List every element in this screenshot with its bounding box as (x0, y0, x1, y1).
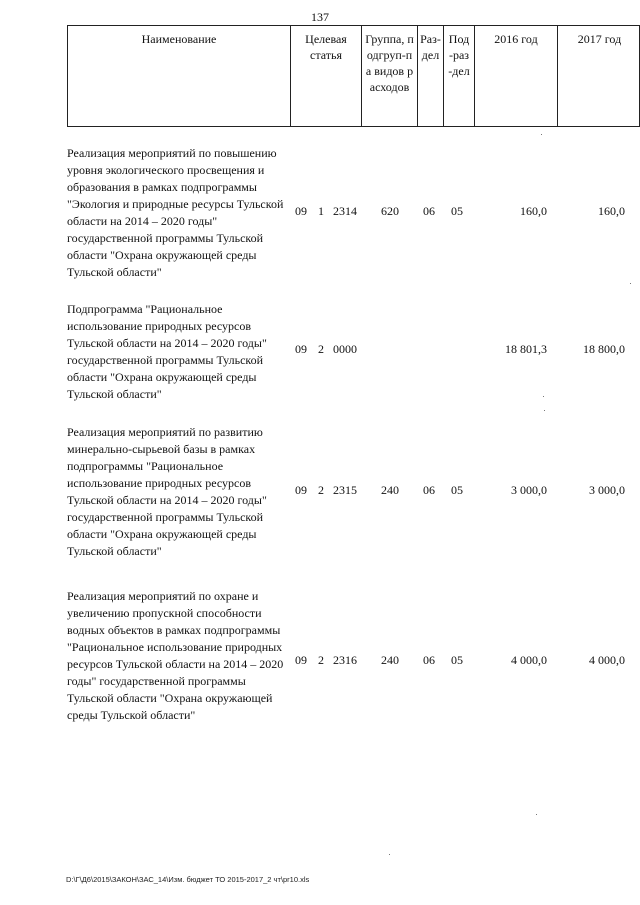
row-1-code-program: 09 (295, 204, 307, 218)
scan-speck (536, 814, 537, 815)
row-3-code-program: 09 (295, 483, 307, 497)
header-name-label: Наименование (141, 32, 217, 46)
file-path-footer: D:\Г\Д6\2015\ЗАКОН\ЗАС_14\Изм. бюджет ТО 2015-2017_2 чт\pr10.xls (66, 875, 310, 884)
table-header (67, 25, 640, 127)
row-4-group: 240 (381, 653, 399, 667)
row-3-code-subprogram: 2 (318, 483, 324, 497)
header-year-2017-label: 2017 год (577, 32, 622, 46)
row-2-2016: 18 801,3 (505, 342, 547, 356)
page-number: 137 (311, 10, 329, 24)
row-4-subsection: 05 (451, 653, 463, 667)
row-3-subsection: 05 (451, 483, 463, 497)
row-1-code-subprogram: 1 (318, 204, 324, 218)
row-2-2017: 18 800,0 (583, 342, 625, 356)
row-3-2017: 3 000,0 (589, 483, 625, 497)
header-group-label: Группа, подгруп-па видов расходов (365, 32, 414, 94)
header-subsection-label: Под-раз-дел (448, 32, 470, 78)
row-1-group: 620 (381, 204, 399, 218)
row-3-name: Реализация мероприятий по развитию минерально-сырьевой базы в рамках подпрограммы "Рациональное использование природных ресурсов Тульской области на 2014 – 2020 годы" государственной программы Тульской области "Охрана окружающей среды Тульской области" (67, 425, 267, 558)
scan-speck (630, 283, 631, 284)
row-3-code-direction: 2315 (333, 483, 357, 497)
scan-speck (541, 134, 542, 135)
row-4-2016: 4 000,0 (511, 653, 547, 667)
scan-speck (389, 854, 390, 855)
row-4-code-program: 09 (295, 653, 307, 667)
row-1-section: 06 (423, 204, 435, 218)
header-name (68, 26, 291, 126)
row-1-code-direction: 2314 (333, 204, 357, 218)
row-3-group: 240 (381, 483, 399, 497)
row-4-code-subprogram: 2 (318, 653, 324, 667)
row-2-code-program: 09 (295, 342, 307, 356)
header-year-2017 (558, 26, 640, 126)
row-1-subsection: 05 (451, 204, 463, 218)
row-4-section: 06 (423, 653, 435, 667)
header-section (418, 26, 444, 126)
row-2-name: Подпрограмма "Рациональное использование природных ресурсов Тульской области на 2014 – 2020 годы" государственной программы Тульской области "Охрана окружающей среды Тульской области" (67, 302, 267, 401)
row-2-code-direction: 0000 (333, 342, 357, 356)
row-1-name: Реализация мероприятий по повышению уровня экологического просвещения и образования в рамках подпрограммы "Экология и природные ресурсы Тульской области на 2014 – 2020 годы" государственной программы Тульской области "Охрана окружающей среды Тульской области" (67, 146, 284, 279)
header-subsection (444, 26, 475, 126)
row-1-2017: 160,0 (598, 204, 625, 218)
header-target-article-label: Целевая статья (305, 32, 347, 62)
header-group (362, 26, 418, 126)
row-1-2016: 160,0 (520, 204, 547, 218)
row-3-2016: 3 000,0 (511, 483, 547, 497)
header-section-label: Раз-дел (420, 32, 441, 62)
row-4-code-direction: 2316 (333, 653, 357, 667)
scan-speck (543, 396, 544, 397)
row-3-section: 06 (423, 483, 435, 497)
row-4-name: Реализация мероприятий по охране и увеличению пропускной способности водных объектов в рамках подпрограммы "Рациональное использование природных ресурсов Тульской области на 2014 – 2020 годы" государственной программы Тульской области "Охрана окружающей среды Тульской области" (67, 589, 284, 722)
row-2-code-subprogram: 2 (318, 342, 324, 356)
header-year-2016 (475, 26, 558, 126)
header-year-2016-label: 2016 год (494, 32, 538, 46)
scan-speck (544, 410, 545, 411)
row-4-2017: 4 000,0 (589, 653, 625, 667)
header-target-article (291, 26, 362, 126)
